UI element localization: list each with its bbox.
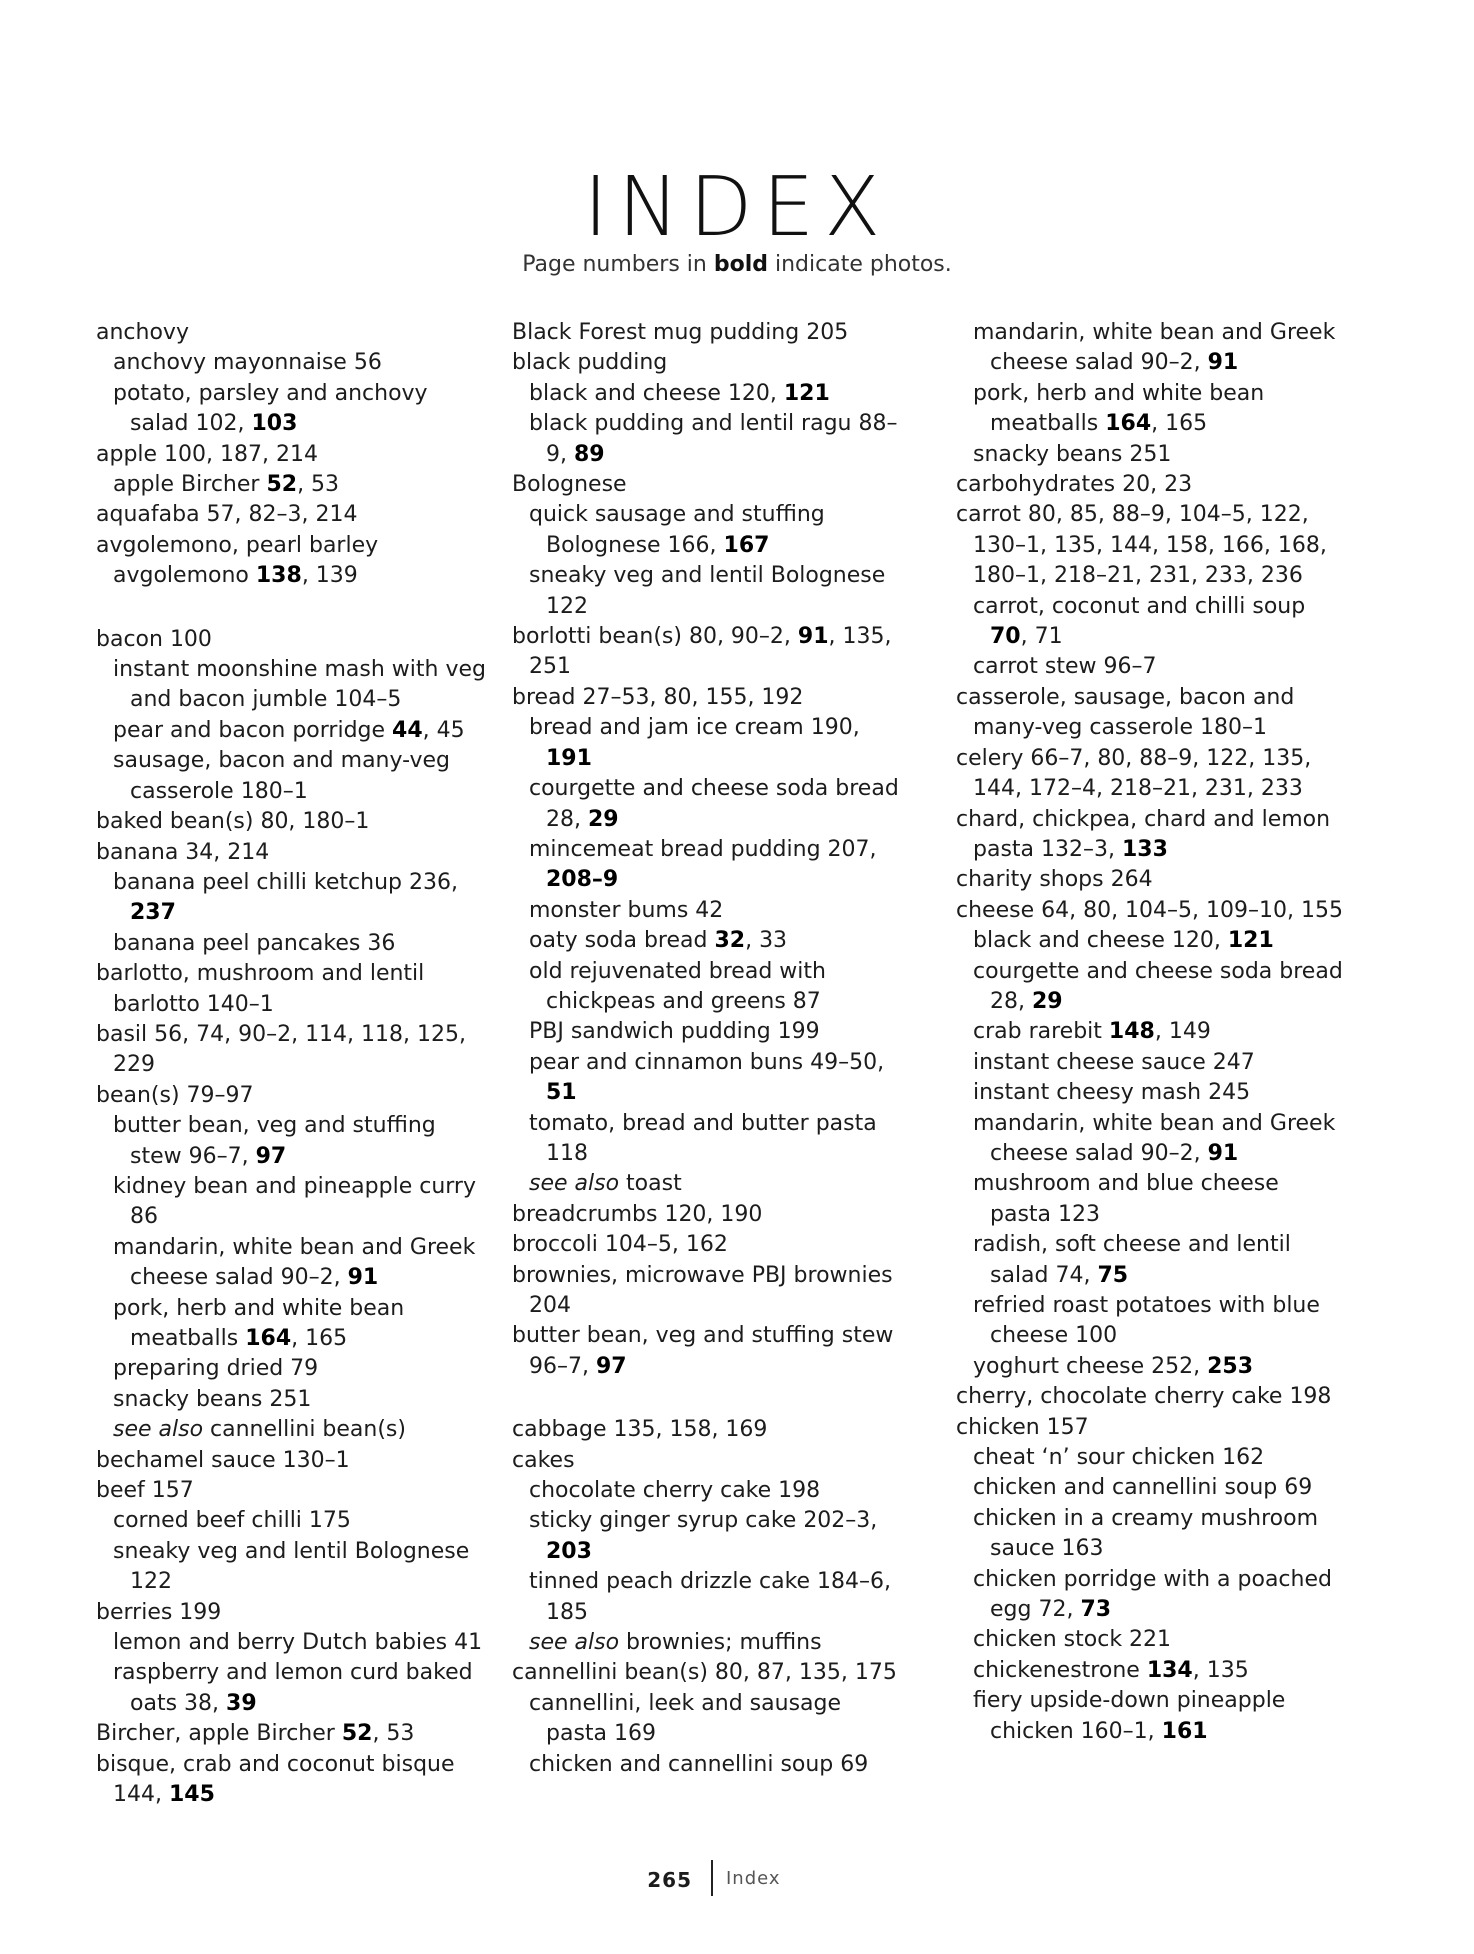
index-subentry: pork, herb and white bean meatballs 164, 165	[113, 1295, 405, 1351]
index-subentry: mandarin, white bean and Greek cheese salad 90–2, 91	[113, 1234, 476, 1291]
page-footer	[0, 1860, 1474, 1900]
index-subentry: quick sausage and stuffing Bolognese 166, 167	[529, 502, 825, 558]
index-entry: anchovy	[96, 320, 189, 345]
index-subentry: sticky ginger syrup cake 202–3, 203	[529, 1508, 878, 1564]
index-entry: bacon 100	[96, 626, 212, 652]
index-subentry: tomato, bread and butter pasta 118	[529, 1110, 877, 1166]
index-entry: cabbage 135, 158, 169	[512, 1417, 768, 1443]
index-subentry: pork, herb and white bean meatballs 164, 165	[973, 380, 1265, 437]
index-entry: Bircher, apple Bircher 52, 53	[96, 1721, 415, 1747]
index-entry: apple 100, 187, 214	[96, 441, 318, 467]
index-entry: black pudding	[512, 350, 668, 376]
index-entry: bean(s) 79–97	[96, 1082, 254, 1108]
index-subentry: chicken porridge with a poached egg 72, 73	[973, 1566, 1332, 1623]
index-subentry: cheat ‘n’ sour chicken 162	[973, 1445, 1265, 1471]
page-subtitle	[0, 252, 1474, 277]
index-subentry: radish, soft cheese and lentil salad 74, 75	[973, 1232, 1291, 1288]
index-subentry: chickenestrone 134, 135	[973, 1657, 1249, 1683]
index-subentry: mandarin, white bean and Greek cheese salad 90–2, 91	[973, 320, 1336, 376]
section-label: Index	[726, 1868, 781, 1889]
index-subentry: fiery upside-down pineapple chicken 160–1, 161	[973, 1688, 1286, 1744]
index-subentry: old rejuvenated bread with chickpeas and greens 87	[529, 958, 826, 1014]
index-subentry: snacky beans 251	[113, 1386, 312, 1412]
index-subentry: chicken and cannellini soup 69	[529, 1751, 869, 1777]
index-subentry: potato, parsley and anchovy salad 102, 103	[113, 380, 428, 437]
index-entry: beef 157	[96, 1478, 194, 1504]
index-subentry: corned beef chilli 175	[113, 1508, 351, 1534]
index-subentry: chocolate cherry cake 198	[529, 1478, 821, 1504]
index-entry: breadcrumbs 120, 190	[512, 1201, 763, 1227]
index-entry: celery 66–7, 80, 88–9, 122, 135, 144, 172–4, 218–21, 231, 233	[956, 745, 1312, 802]
index-entry: cheese 64, 80, 104–5, 109–10, 155	[956, 897, 1343, 923]
index-entry: banana 34, 214	[96, 839, 270, 865]
index-subentry: sneaky veg and lentil Bolognese 122	[113, 1538, 470, 1595]
index-subentry: instant cheese sauce 247	[973, 1049, 1255, 1075]
index-entry: butter bean, veg and stuffing stew 96–7, 97	[512, 1323, 894, 1379]
index-subentry: snacky beans 251	[973, 441, 1172, 467]
index-entry: cherry, chocolate cherry cake 198	[956, 1384, 1332, 1410]
index-subentry: bread and jam ice cream 190, 191	[529, 715, 860, 771]
index-entry: carbohydrates 20, 23	[956, 472, 1193, 498]
footer-divider	[711, 1860, 713, 1896]
index-subentry: crab rarebit 148, 149	[973, 1019, 1211, 1045]
index-subentry: banana peel pancakes 36	[113, 930, 396, 956]
index-entry: bisque, crab and coconut bisque 144, 145	[96, 1751, 455, 1808]
index-subentry: mincemeat bread pudding 207, 208–9	[529, 836, 877, 893]
index-entry: cakes	[512, 1447, 575, 1473]
page-number: 265	[647, 1868, 692, 1892]
index-entry: Bolognese	[512, 472, 627, 498]
index-subentry: oaty soda bread 32, 33	[529, 928, 788, 954]
index-entry: aquafaba 57, 82–3, 214	[96, 502, 358, 528]
index-entry: charity shops 264	[956, 867, 1153, 893]
index-entry: bread 27–53, 80, 155, 192	[512, 684, 804, 710]
index-subentry: mushroom and blue cheese pasta 123	[973, 1171, 1279, 1227]
index-subentry: yoghurt cheese 252, 253	[973, 1353, 1254, 1379]
index-entry: chard, chickpea, chard and lemon pasta 132–3, 133	[956, 806, 1331, 862]
index-column-1	[96, 318, 486, 1811]
index-subentry: sneaky veg and lentil Bolognese 122	[529, 563, 886, 619]
index-entry: baked bean(s) 80, 180–1	[96, 809, 370, 835]
index-subentry: apple Bircher 52, 53	[113, 472, 340, 498]
index-subentry: black pudding and lentil ragu 88–9, 89	[529, 411, 898, 467]
subtitle-suffix: indicate photos.	[768, 252, 952, 277]
index-subentry: monster bums 42	[529, 897, 724, 923]
index-subentry: mandarin, white bean and Greek cheese salad 90–2, 91	[973, 1110, 1336, 1166]
index-subentry: cannellini, leek and sausage pasta 169	[529, 1690, 842, 1747]
index-entry: basil 56, 74, 90–2, 114, 118, 125, 229	[96, 1021, 467, 1078]
index-entry: chicken 157	[956, 1414, 1089, 1440]
index-subentry: see also toast	[529, 1171, 682, 1197]
index-subentry: banana peel chilli ketchup 236, 237	[113, 869, 458, 926]
index-subentry: see also brownies; muffins	[529, 1630, 822, 1656]
index-subentry: kidney bean and pineapple curry 86	[113, 1173, 476, 1230]
index-entry: borlotti bean(s) 80, 90–2, 91, 135, 251	[512, 624, 892, 680]
subtitle-prefix: Page numbers in	[522, 252, 714, 277]
index-subentry: carrot, coconut and chilli soup 70, 71	[973, 593, 1306, 650]
index-entry: casserole, sausage, bacon and many-veg casserole 180–1	[956, 684, 1295, 741]
index-subentry: see also cannellini bean(s)	[113, 1417, 406, 1443]
index-entry: Black Forest mug pudding 205	[512, 320, 849, 345]
index-column-3	[956, 318, 1346, 1747]
page-title: INDEX	[583, 160, 891, 255]
index-subentry: chicken and cannellini soup 69	[973, 1475, 1313, 1501]
index-subentry: anchovy mayonnaise 56	[113, 350, 382, 376]
index-subentry: pear and bacon porridge 44, 45	[113, 717, 465, 743]
index-subentry: carrot stew 96–7	[973, 654, 1157, 680]
index-subentry: courgette and cheese soda bread 28, 29	[973, 958, 1343, 1014]
index-subentry: lemon and berry Dutch babies 41	[113, 1630, 483, 1656]
index-entry: broccoli 104–5, 162	[512, 1232, 728, 1258]
index-entry: carrot 80, 85, 88–9, 104–5, 122, 130–1, 135, 144, 158, 166, 168, 180–1, 218–21, 231, 233, 236	[956, 502, 1327, 589]
index-entry: bechamel sauce 130–1	[96, 1447, 350, 1473]
index-entry: cannellini bean(s) 80, 87, 135, 175	[512, 1660, 897, 1686]
index-subentry: instant moonshine mash with veg and bacon jumble 104–5	[113, 657, 486, 713]
subtitle-bold-word: bold	[713, 252, 768, 277]
index-column-2	[512, 318, 902, 1780]
index-entry: berries 199	[96, 1599, 222, 1625]
index-subentry: refried roast potatoes with blue cheese 100	[973, 1293, 1320, 1349]
index-subentry: courgette and cheese soda bread 28, 29	[529, 776, 899, 832]
index-subentry: pear and cinnamon buns 49–50, 51	[529, 1049, 885, 1106]
index-subentry: PBJ sandwich pudding 199	[529, 1019, 820, 1045]
index-subentry: black and cheese 120, 121	[529, 380, 830, 406]
index-subentry: instant cheesy mash 245	[973, 1080, 1251, 1106]
index-subentry: black and cheese 120, 121	[973, 928, 1274, 954]
index-entry: brownies, microwave PBJ brownies 204	[512, 1262, 893, 1318]
index-subentry: chicken stock 221	[973, 1627, 1172, 1653]
index-subentry: preparing dried 79	[113, 1356, 319, 1382]
index-subentry: sausage, bacon and many-veg casserole 180–1	[113, 748, 450, 804]
index-entry: barlotto, mushroom and lentil barlotto 140–1	[96, 961, 425, 1017]
index-subentry: tinned peach drizzle cake 184–6, 185	[529, 1569, 892, 1625]
index-subentry: chicken in a creamy mushroom sauce 163	[973, 1505, 1319, 1562]
index-subentry: butter bean, veg and stuffing stew 96–7, 97	[113, 1113, 436, 1169]
index-entry: avgolemono, pearl barley avgolemono 138, 139	[96, 532, 379, 589]
index-subentry: raspberry and lemon curd baked oats 38, 39	[113, 1660, 473, 1716]
